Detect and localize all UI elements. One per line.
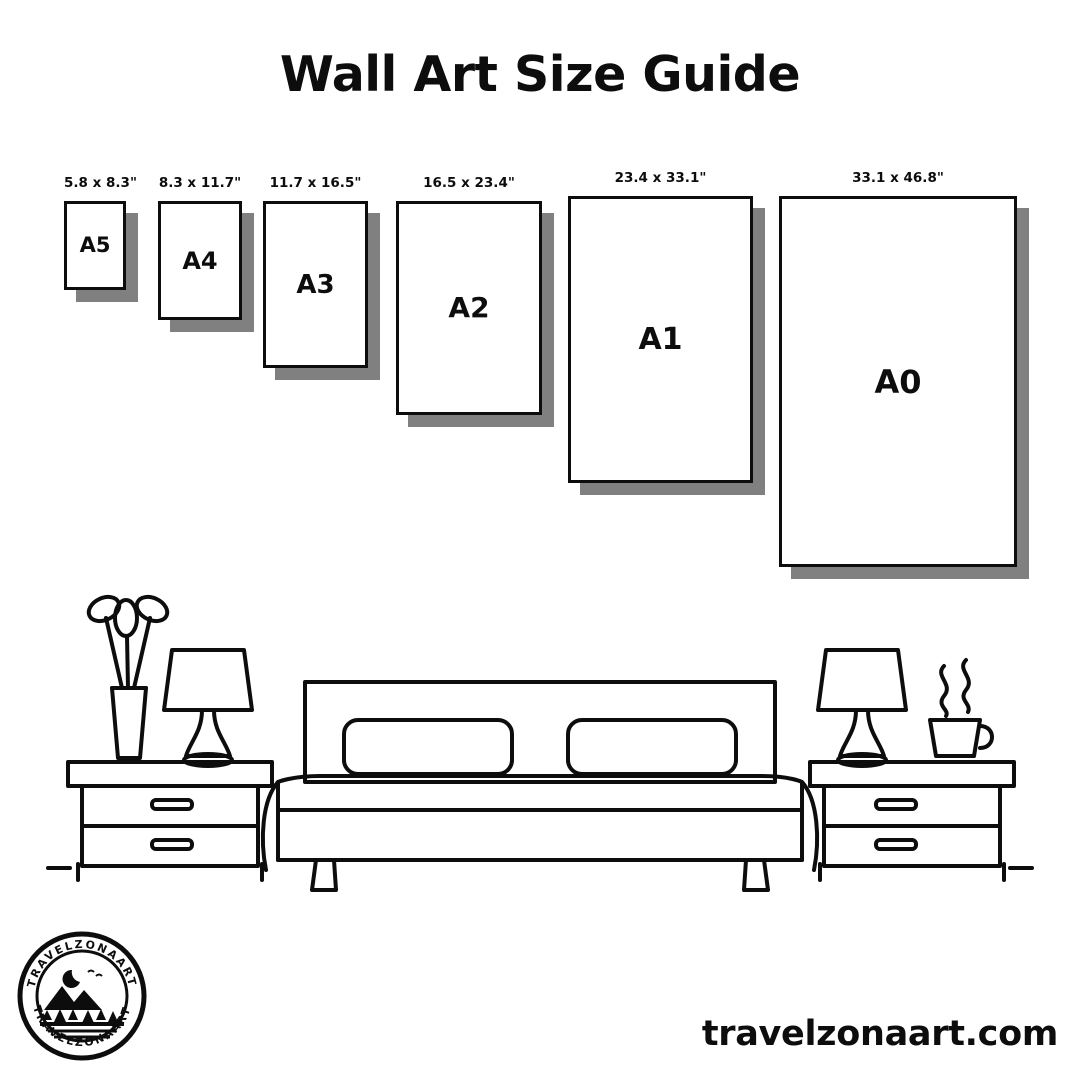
lamp-left [164,650,252,766]
plant-left [85,592,171,758]
frame-group-a1 [568,170,753,483]
frame-label-a0: A0 [874,362,922,401]
page-title: Wall Art Size Guide [279,46,801,103]
frame-box-a2 [396,201,542,415]
frame-dimensions-a3: 11.7 x 16.5" [269,175,362,191]
coffee-cup [930,660,992,756]
logo-moon-icon [63,970,80,988]
brand-logo [14,928,150,1064]
frame-label-a4: A4 [182,246,218,275]
frame-label-a2: A2 [448,291,490,324]
frame-dimensions-a2: 16.5 x 23.4" [423,175,515,191]
frame-group-a2 [396,175,542,415]
frame-box-a3 [263,201,368,368]
frame-label-a3: A3 [296,269,335,300]
frame-box-a4 [158,201,242,320]
frame-group-a0 [779,170,1017,567]
frame-dimensions-a0: 33.1 x 46.8" [852,170,944,186]
nightstand-left [68,762,272,880]
frame-box-a5 [64,201,126,290]
frame-group-a3 [263,175,368,368]
nightstand-right [810,762,1014,880]
frame-box-a0 [779,196,1017,567]
logo-bird-icon [88,971,102,977]
lamp-right [818,650,906,766]
site-url: travelzonaart.com [701,1014,1058,1054]
frame-group-a4 [158,175,242,320]
frame-group-a5 [64,175,137,290]
logo-forest-icon [42,1009,118,1023]
frame-label-a1: A1 [638,321,683,357]
svg-text:TRAVELZONAART [30,1004,134,1049]
frame-dimensions-a5: 5.8 x 8.3" [64,175,137,191]
frame-box-a1 [568,196,753,483]
bedroom-illustration [0,570,1080,910]
frame-dimensions-a4: 8.3 x 11.7" [158,175,242,191]
logo-text-bottom: TRAVELZONAART [30,1003,134,1050]
frame-label-a5: A5 [79,233,111,257]
logo-text-top: TRAVELZONAART [24,937,140,989]
logo-mountain-icon [44,986,102,1010]
bed [263,682,817,890]
frame-dimensions-a1: 23.4 x 33.1" [614,170,707,186]
